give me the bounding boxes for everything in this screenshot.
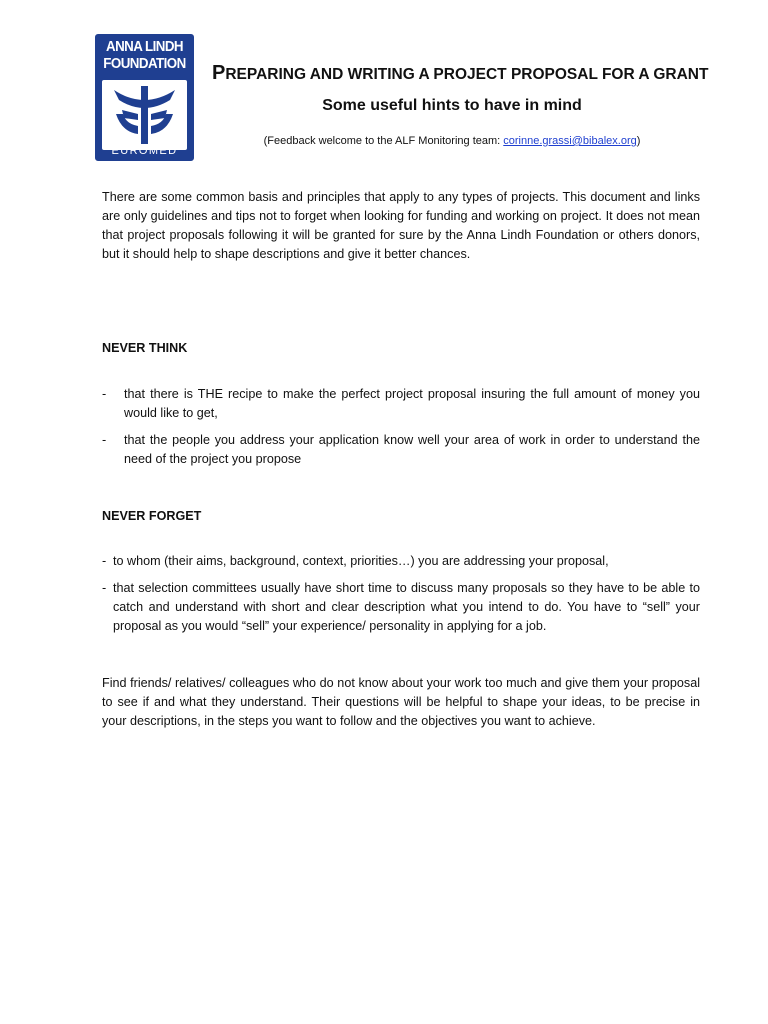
logo-title [101, 39, 188, 73]
anna-lindh-foundation-logo [95, 34, 194, 161]
logo-line-1: ANNA LINDH [106, 39, 183, 55]
feedback-email-link[interactable]: corinne.grassi@bibalex.org [503, 135, 637, 147]
closing-paragraph: Find friends/ relatives/ colleagues who do not know about your work too much and give them your proposal to see if and what they understand. Their questions will be helpful to shape your ideas, to be precise in your descriptions, in the steps you want to follow and the objectives you want to achieve. [102, 676, 700, 728]
title-first-letter: P [212, 62, 226, 84]
never-think-item-1: that there is THE recipe to make the perfect project proposal insuring the full amount of money you would like to get, [124, 387, 700, 420]
document-subtitle: Some useful hints to have in mind [322, 97, 582, 114]
never-forget-item-2: that selection committees usually have short time to discuss many proposals so they have to be able to catch and understand with short and clear description what you intend to do. You have to “sell” your proposal as you would “sell” your experience/ personality in applying for a job. [113, 581, 700, 633]
feedback-suffix: ) [636, 135, 641, 147]
never-forget-bullet-2-dash: - [102, 581, 107, 595]
feedback-note [212, 134, 692, 149]
never-think-item-2: that the people you address your application know well your area of work in order to understand the need of the project you propose [124, 433, 700, 466]
intro-paragraph: There are some common basis and principles that apply to any types of projects. This document and links are only guidelines and tips not to forget when looking for funding and working on project. It does not mean that project proposals following it will be granted for sure by the Anna Lindh Foundation or others donors, but it should help to shape descriptions and give it better chances. [102, 190, 700, 261]
logo-emblem-icon [102, 80, 187, 150]
document-title [212, 62, 709, 86]
never-forget-bullet-1-dash: - [102, 554, 107, 568]
never-think-bullet-1-dash: - [102, 387, 107, 401]
never-think-heading: NEVER THINK [102, 341, 188, 355]
feedback-prefix: (Feedback welcome to the ALF Monitoring team: [263, 135, 504, 147]
logo-line-2: FOUNDATION [103, 56, 186, 72]
never-forget-heading: NEVER FORGET [102, 509, 202, 523]
title-rest: REPARING AND WRITING A PROJECT PROPOSAL FOR A GRANT [225, 66, 709, 83]
never-forget-item-1: to whom (their aims, background, context, priorities…) you are addressing your proposal, [113, 554, 609, 568]
logo-footer-text: EUROMED [111, 145, 178, 157]
never-think-bullet-2-dash: - [102, 433, 107, 447]
